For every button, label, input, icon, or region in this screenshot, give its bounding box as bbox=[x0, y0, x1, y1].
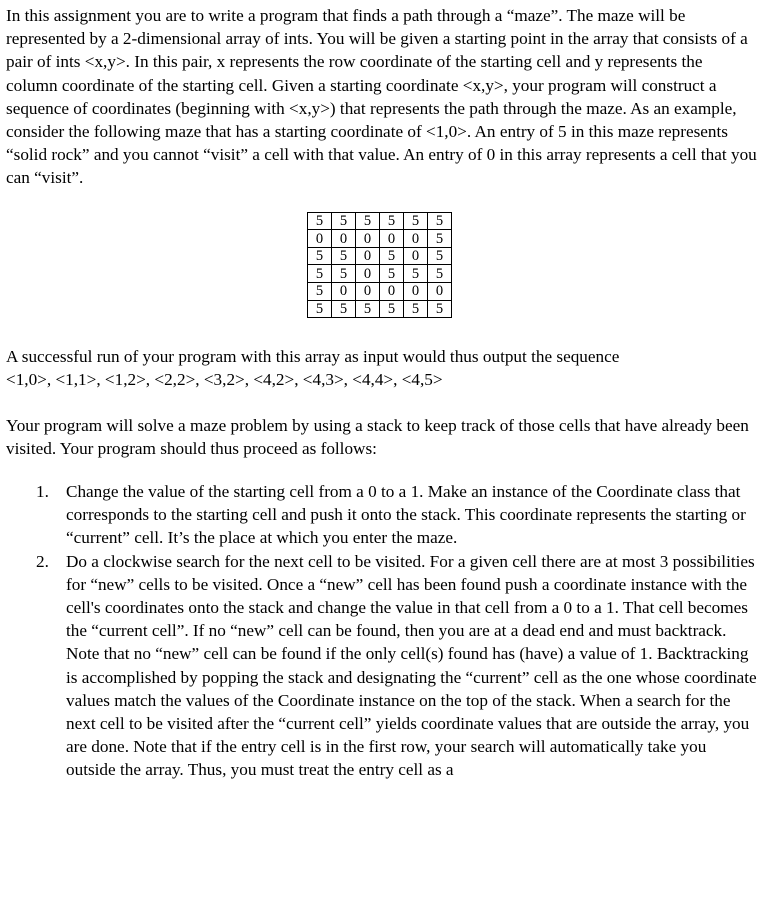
step-item bbox=[6, 480, 758, 550]
maze-cell: 0 bbox=[380, 230, 404, 248]
maze-row bbox=[308, 230, 452, 248]
maze-cell: 0 bbox=[380, 283, 404, 301]
maze-cell: 5 bbox=[308, 212, 332, 230]
maze-cell: 5 bbox=[404, 265, 428, 283]
maze-cell: 5 bbox=[380, 212, 404, 230]
maze-cell: 0 bbox=[332, 230, 356, 248]
result-line-1: A successful run of your program with this array as input would thus output the sequence bbox=[6, 347, 620, 367]
maze-cell: 5 bbox=[380, 247, 404, 265]
maze-cell: 0 bbox=[428, 283, 452, 301]
maze-cell: 5 bbox=[308, 247, 332, 265]
result-paragraph bbox=[6, 345, 758, 391]
stack-paragraph: Your program will solve a maze problem by using a stack to keep track of those cells that have already been visited. Your program should thus proceed as follows: bbox=[6, 415, 749, 458]
maze-cell: 5 bbox=[428, 265, 452, 283]
maze-cell: 5 bbox=[332, 212, 356, 230]
step-item bbox=[6, 550, 758, 782]
maze-cell: 0 bbox=[404, 283, 428, 301]
maze-cell: 5 bbox=[332, 247, 356, 265]
maze-row bbox=[308, 265, 452, 283]
result-sequence: <1,0>, <1,1>, <1,2>, <2,2>, <3,2>, <4,2>, <4,3>, <4,4>, <4,5> bbox=[6, 370, 443, 390]
maze-cell: 0 bbox=[404, 230, 428, 248]
maze-cell: 0 bbox=[356, 247, 380, 265]
maze-cell: 0 bbox=[356, 265, 380, 283]
maze-cell: 5 bbox=[356, 300, 380, 318]
maze-table-container bbox=[307, 212, 758, 319]
maze-cell: 5 bbox=[308, 265, 332, 283]
step-number: 2. bbox=[36, 551, 49, 571]
maze-row bbox=[308, 300, 452, 318]
maze-cell: 5 bbox=[380, 300, 404, 318]
maze-cell: 5 bbox=[404, 212, 428, 230]
step-text: Change the value of the starting cell from a 0 to a 1. Make an instance of the Coordinate class that corresponds to the starting cell and push it onto the stack. This coordinate represents the starting or “current” cell. It’s the place at which you enter the maze. bbox=[66, 482, 746, 548]
maze-cell: 5 bbox=[428, 300, 452, 318]
maze-cell: 0 bbox=[308, 230, 332, 248]
steps-list bbox=[6, 480, 758, 782]
maze-row bbox=[308, 283, 452, 301]
intro-paragraph: In this assignment you are to write a program that finds a path through a “maze”. The maze will be represented by a 2-dimensional array of ints. You will be given a starting point in the array that consists of a pair of ints <x,y>. In this pair, x represents the row coordinate of the starting cell and y represents the column coordinate of the starting cell. Given a starting coordinate <x,y>, your program will construct a sequence of coordinates (beginning with <x,y>) that represents the path through the maze. As an example, consider the following maze that has a starting coordinate of <1,0>. An entry of 5 in this maze represents “solid rock” and you cannot “visit” a cell with that value. An entry of 0 in this array represents a cell that you can “visit”. bbox=[6, 6, 757, 188]
document-page bbox=[6, 4, 758, 782]
maze-cell: 0 bbox=[356, 283, 380, 301]
maze-cell: 0 bbox=[404, 247, 428, 265]
maze-cell: 0 bbox=[356, 230, 380, 248]
maze-cell: 5 bbox=[428, 212, 452, 230]
maze-cell: 5 bbox=[308, 283, 332, 301]
maze-cell: 0 bbox=[332, 283, 356, 301]
maze-cell: 5 bbox=[332, 300, 356, 318]
maze-cell: 5 bbox=[308, 300, 332, 318]
step-text: Do a clockwise search for the next cell to be visited. For a given cell there are at most 3 possibilities for “new” cells to be visited. Once a “new” cell has been found push a coordinate instance with the cell's coordinates onto the stack and change the value in that cell from a 0 to a 1. That cell becomes the “current cell”. If no “new” cell can be found, then you are at a dead end and must backtrack. Note that no “new” cell can be found if the only cell(s) found has (have) a value of 1. Backtracking is accomplished by popping the stack and designating the “current” cell as the one whose coordinate values match the values of the Coordinate instance on the top of the stack. When a search for the next cell to be visited after the “current cell” yields coordinate values that are outside the array, you are done. Note that if the entry cell is in the first row, your search will automatically take you outside the array. Thus, you must treat the entry cell as a bbox=[66, 551, 757, 780]
maze-cell: 5 bbox=[380, 265, 404, 283]
maze-row bbox=[308, 212, 452, 230]
maze-cell: 5 bbox=[356, 212, 380, 230]
step-number: 1. bbox=[36, 482, 49, 501]
maze-cell: 5 bbox=[404, 300, 428, 318]
maze-cell: 5 bbox=[428, 230, 452, 248]
maze-cell: 5 bbox=[332, 265, 356, 283]
maze-row bbox=[308, 247, 452, 265]
maze-cell: 5 bbox=[428, 247, 452, 265]
maze-table bbox=[307, 212, 452, 319]
